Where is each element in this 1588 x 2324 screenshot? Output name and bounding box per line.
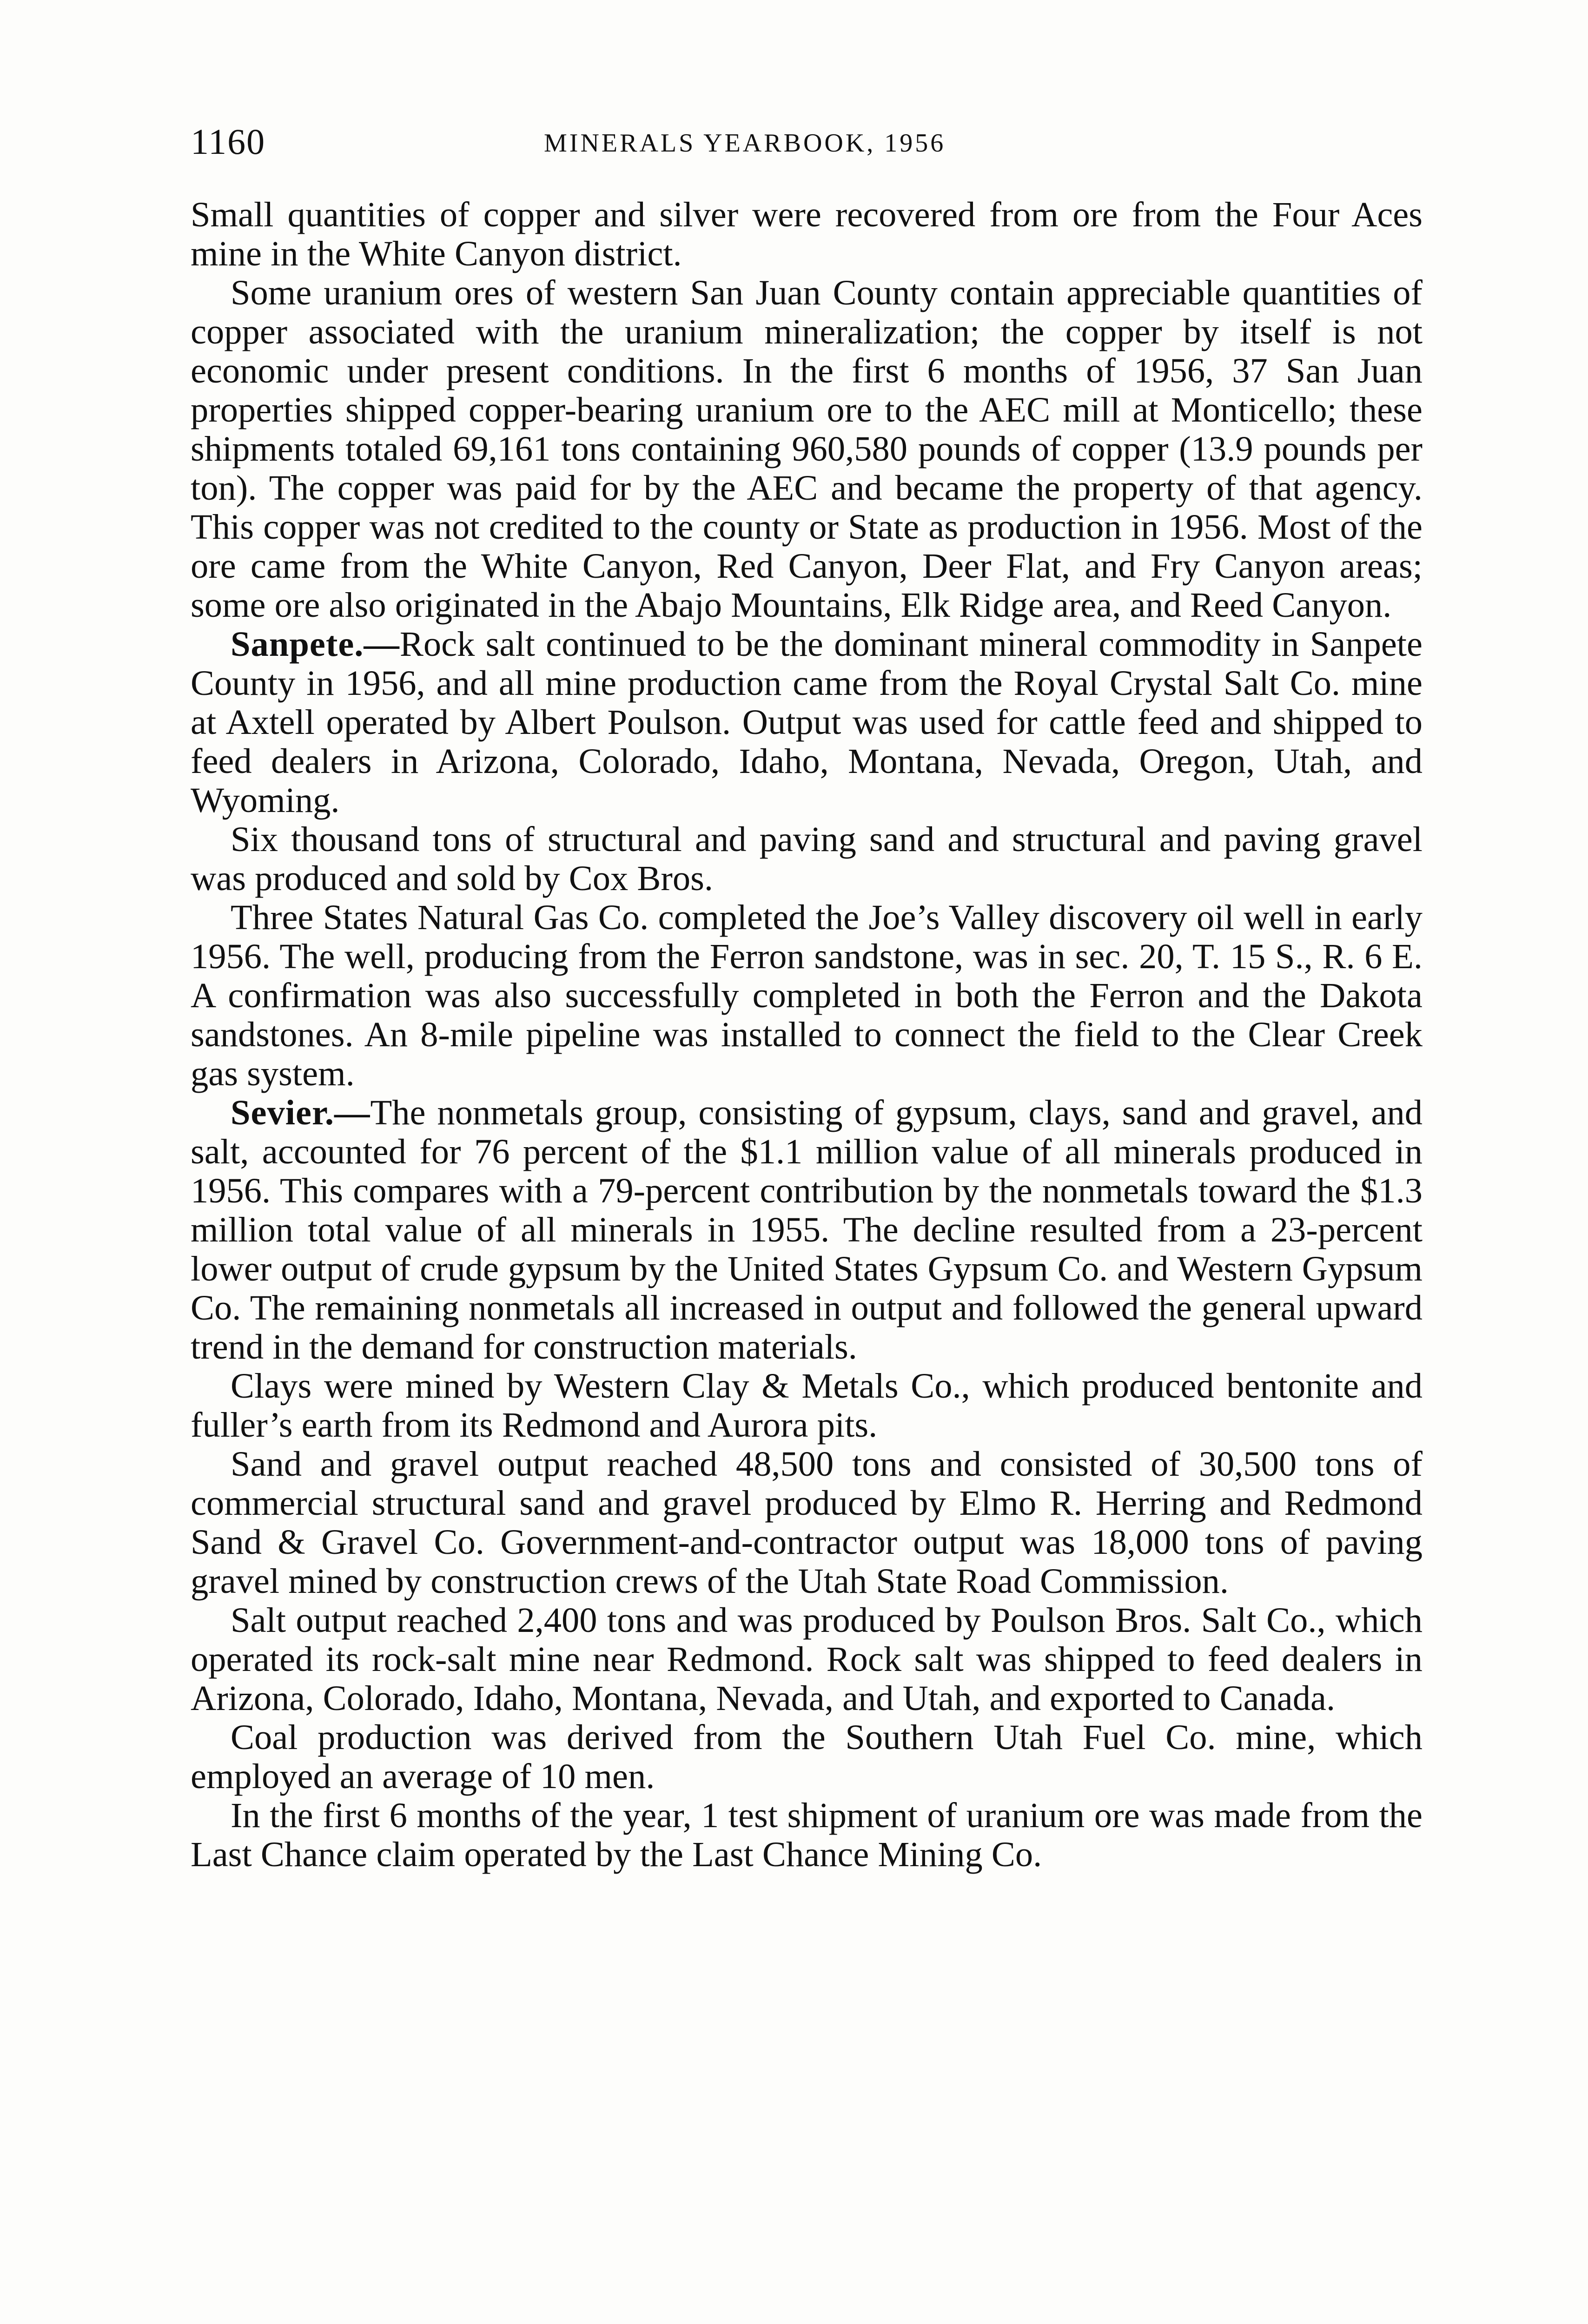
paragraph-text: Coal production was derived from the Southern Utah Fuel Co. mine, which employed an average of 10 men. bbox=[191, 1717, 1423, 1796]
paragraph-san-juan-copper bbox=[191, 273, 1423, 625]
running-head bbox=[191, 116, 1409, 167]
paragraph-text: Some uranium ores of western San Juan County contain appreciable quantities of copper associated with the uranium mineralization; the copper by itself is not economic under present conditions. In the first 6 months of 1956, 37 San Juan properties shipped copper-bearing uranium ore to the AEC mill at Monticello; these shipments totaled 69,161 tons containing 960,580 pounds of copper (13.9 pounds per ton). The copper was paid for by the AEC and became the property of that agency. This copper was not credited to the county or State as production in 1956. Most of the ore came from the White Canyon, Red Canyon, Deer Flat, and Fry Canyon areas; some ore also originated in the Abajo Mountains, Elk Ridge area, and Reed Canyon. bbox=[191, 273, 1423, 625]
paragraph-text: Salt output reached 2,400 tons and was produced by Poulson Bros. Salt Co., which operated its rock-salt mine near Redmond. Rock salt was shipped to feed dealers in Arizona, Colorado, Idaho, Montana, Nevada, and Utah, and exported to Canada. bbox=[191, 1600, 1423, 1718]
paragraph-sanpete-sand-gravel bbox=[191, 820, 1423, 898]
paragraph-sevier-clays bbox=[191, 1367, 1423, 1445]
paragraph-sevier bbox=[191, 1093, 1423, 1367]
paragraph-text: Three States Natural Gas Co. completed the Joe’s Valley discovery oil well in early 1956. The well, producing from the Ferron sandstone, was in sec. 20, T. 15 S., R. 6 E. A confirmation was also successfully completed in both the Ferron and the Dakota sandstones. An 8-mile pipeline was installed to connect the field to the Clear Creek gas system. bbox=[191, 898, 1423, 1093]
paragraph-text: In the first 6 months of the year, 1 test shipment of uranium ore was made from the Last Chance claim operated by the Last Chance Mining Co. bbox=[191, 1796, 1423, 1874]
page-number: 1160 bbox=[191, 121, 266, 162]
paragraph-text: Small quantities of copper and silver were recovered from ore from the Four Aces mine in the White Canyon district. bbox=[191, 195, 1423, 273]
paragraph-sanpete bbox=[191, 625, 1423, 820]
county-heading-sevier: Sevier.— bbox=[231, 1093, 371, 1132]
paragraph-sanpete-oil-gas bbox=[191, 898, 1423, 1093]
paragraph-sevier-salt bbox=[191, 1601, 1423, 1718]
paragraph-sevier-uranium bbox=[191, 1796, 1423, 1874]
county-heading-sanpete: Sanpete.— bbox=[231, 624, 400, 664]
paragraph-sevier-sand-gravel bbox=[191, 1445, 1423, 1601]
paragraph-text: Six thousand tons of structural and paving sand and structural and paving gravel was produced and sold by Cox Bros. bbox=[191, 819, 1423, 898]
running-title: MINERALS YEARBOOK, 1956 bbox=[544, 129, 946, 158]
paragraph-text: Clays were mined by Western Clay & Metals Co., which produced bentonite and fuller’s earth from its Redmond and Aurora pits. bbox=[191, 1366, 1423, 1445]
paragraph-four-aces-copper bbox=[191, 195, 1423, 273]
paragraph-sevier-coal bbox=[191, 1718, 1423, 1796]
paragraph-text: The nonmetals group, consisting of gypsum, clays, sand and gravel, and salt, accounted for 76 percent of the $1.1 million value of all minerals produced in 1956. This compares with a 79-percent contribution by the nonmetals toward the $1.3 million total value of all minerals in 1955. The decline resulted from a 23-percent lower output of crude gypsum by the United States Gypsum Co. and Western Gypsum Co. The remaining nonmetals all increased in output and followed the general upward trend in the demand for construction materials. bbox=[191, 1093, 1423, 1367]
paragraph-text: Rock salt continued to be the dominant mineral commodity in Sanpete County in 1956, and all mine production came from the Royal Crystal Salt Co. mine at Axtell operated by Albert Poulson. Output was used for cattle feed and shipped to feed dealers in Arizona, Colorado, Idaho, Montana, Nevada, Oregon, Utah, and Wyoming. bbox=[191, 624, 1423, 820]
body-text bbox=[191, 195, 1423, 1874]
paragraph-text: Sand and gravel output reached 48,500 tons and consisted of 30,500 tons of commercial structural sand and gravel produced by Elmo R. Herring and Redmond Sand & Gravel Co. Government-and-contractor output was 18,000 tons of paving gravel mined by construction crews of the Utah State Road Commission. bbox=[191, 1444, 1423, 1601]
